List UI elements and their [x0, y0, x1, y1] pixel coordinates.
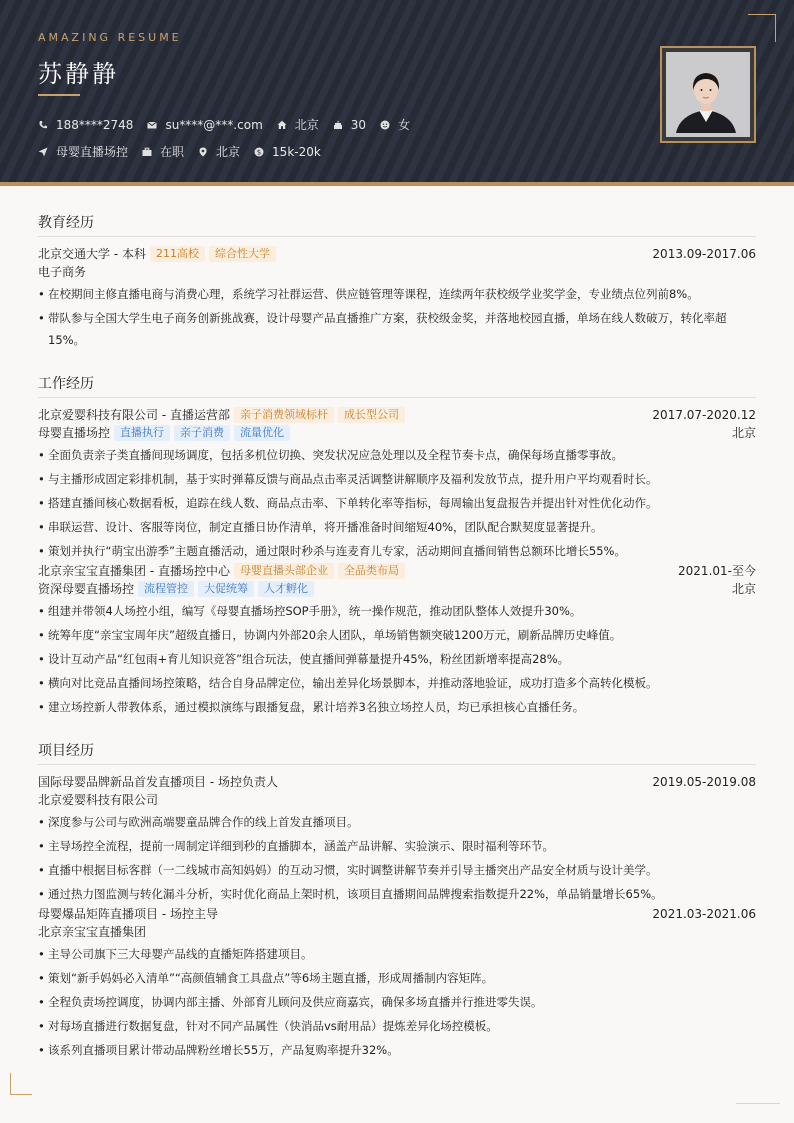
phone-item: [38, 118, 133, 132]
skill-tag: 流程管控: [138, 581, 194, 597]
work-location: 北京: [731, 426, 756, 440]
target-city-item: [198, 143, 240, 160]
section-title: 项目经历: [38, 740, 756, 765]
portrait-image: [666, 52, 746, 133]
project-entry: [38, 905, 756, 1061]
list-item: • 与主播形成固定彩排机制，基于实时弹幕反馈与商品点击率灵活调整讲解顺序及福利发放节点，提升用户平均观看时长。: [38, 468, 756, 490]
skill-tag: 流量优化: [234, 425, 290, 441]
school-name: 北京交通大学 - 本科: [38, 247, 146, 261]
salary-text: 15k-20k: [272, 144, 321, 159]
gender-item: [380, 116, 410, 133]
city-text: 北京: [294, 118, 319, 132]
position-row: [38, 580, 756, 598]
skill-tag: 亲子消费: [174, 425, 230, 441]
bullet-list: [38, 283, 756, 351]
user-icon: [380, 120, 390, 130]
money-icon: [254, 147, 264, 157]
contact-row: [38, 116, 424, 133]
major: 电子商务: [38, 265, 87, 279]
entry-header: [38, 905, 756, 923]
work-location: 北京: [731, 582, 756, 596]
company-name: 北京爱婴科技有限公司 - 直播运营部: [38, 408, 230, 422]
date-range: 2021.01-至今: [678, 564, 756, 578]
project-section: [38, 740, 756, 1061]
corner-decoration: [748, 14, 776, 42]
work-section: [38, 373, 756, 718]
bullet-list: [38, 444, 756, 562]
age-text: 30: [350, 117, 367, 132]
position-title: 资深母婴直播场控: [38, 582, 135, 596]
phone-text: 188****2748: [56, 117, 134, 132]
job-target-text: 母婴直播场控: [56, 145, 129, 159]
bullet-list: [38, 811, 756, 905]
company-name: 北京亲宝宝直播集团 - 直播场控中心: [38, 564, 230, 578]
candidate-name: 苏静静: [38, 60, 119, 88]
list-item: • 直播中根据目标客群（一二线城市高知妈妈）的互动习惯，实时调整讲解节奏并引导主播突出产品安全材质与设计美学。: [38, 859, 756, 881]
education-section: [38, 212, 756, 351]
email-item: [147, 118, 262, 132]
cake-icon: [333, 120, 343, 130]
date-range: 2013.09-2017.06: [652, 247, 756, 261]
send-icon: [38, 147, 48, 157]
list-item: • 统筹年度“亲宝宝周年庆”超级直播日，协调内外部20余人团队，单场销售额突破1200万元，刷新品牌历史峰值。: [38, 624, 756, 646]
city-item: [277, 116, 319, 133]
status-text: 在职: [160, 145, 185, 159]
age-item: [333, 118, 366, 132]
svg-text:$: $: [256, 148, 262, 157]
entry-header: [38, 245, 756, 263]
avatar: [666, 52, 750, 137]
work-entry: [38, 562, 756, 718]
profile-photo: [660, 46, 756, 143]
list-item: • 该系列直播项目累计带动品牌粉丝增长55万，产品复购率提升32%。: [38, 1039, 756, 1061]
home-icon: [277, 120, 287, 130]
resume-header: [0, 0, 794, 186]
list-item: • 横向对比竞品直播间场控策略，结合自身品牌定位，输出差异化场景脚本，并推动落地验证，成功打造多个高转化模板。: [38, 672, 756, 694]
list-item: • 主导场控全流程，提前一周制定详细到秒的直播脚本，涵盖产品讲解、实验演示、限时福利等环节。: [38, 835, 756, 857]
list-item: • 串联运营、设计、客服等岗位，制定直播日协作清单，将开播准备时间缩短40%，团队配合默契度显著提升。: [38, 516, 756, 538]
list-item: • 带队参与全国大学生电子商务创新挑战赛，设计母婴产品直播推广方案，获校级金奖，并落地校园直播，单场在线人数破万，转化率超15%。: [38, 307, 756, 351]
skill-tag: 人才孵化: [258, 581, 314, 597]
list-item: • 对每场直播进行数据复盘，针对不同产品属性（快消品vs耐用品）提炼差异化场控模板。: [38, 1015, 756, 1037]
section-title: 教育经历: [38, 212, 756, 237]
position-title: 母婴直播场控: [38, 426, 111, 440]
list-item: • 在校期间主修直播电商与消费心理，系统学习社群运营、供应链管理等课程，连续两年获校级学业奖学金，专业绩点位列前8%。: [38, 283, 756, 305]
date-range: 2017.07-2020.12: [652, 408, 756, 422]
entry-header: [38, 773, 756, 791]
gender-text: 女: [398, 118, 411, 132]
job-intention-row: [38, 143, 335, 160]
status-item: [142, 143, 184, 160]
position-row: [38, 424, 756, 442]
bullet-list: [38, 600, 756, 718]
date-range: 2021.03-2021.06: [652, 907, 756, 921]
company-tag: 成长型公司: [338, 407, 405, 423]
skill-tag: 大促统筹: [198, 581, 254, 597]
company-tag: 母婴直播头部企业: [234, 563, 334, 579]
target-city-text: 北京: [216, 145, 241, 159]
project-name: 国际母婴品牌新品首发直播项目 - 场控负责人: [38, 775, 278, 789]
work-entry: [38, 406, 756, 562]
education-entry: [38, 245, 756, 351]
email-text: su****@***.com: [165, 117, 263, 132]
skill-tag: 直播执行: [114, 425, 170, 441]
company-tag: 亲子消费领域标杆: [234, 407, 334, 423]
footer-line: [736, 1103, 780, 1104]
list-item: • 建立场控新人带教体系，通过模拟演练与跟播复盘，累计培养3名独立场控人员，均已承担核心直播任务。: [38, 696, 756, 718]
project-entry: [38, 773, 756, 905]
company-tag: 全品类布局: [338, 563, 405, 579]
bullet-list: [38, 943, 756, 1061]
list-item: • 全面负责亲子类直播间现场调度，包括多机位切换、突发状况应急处理以及全程节奏卡点，确保每场直播零事故。: [38, 444, 756, 466]
location-pin-icon: [198, 147, 208, 157]
mail-icon: [147, 120, 157, 130]
phone-icon: [38, 120, 48, 130]
list-item: • 全程负责场控调度，协调内部主播、外部育儿顾问及供应商嘉宾，确保多场直播并行推进零失误。: [38, 991, 756, 1013]
project-org: 北京爱婴科技有限公司: [38, 793, 159, 807]
school-tag: 综合性大学: [209, 246, 276, 262]
list-item: • 主导公司旗下三大母婴产品线的直播矩阵搭建项目。: [38, 943, 756, 965]
resume-body: [38, 212, 756, 1083]
entry-header: [38, 406, 756, 424]
resume-label: AMAZING RESUME: [38, 31, 182, 44]
section-title: 工作经历: [38, 373, 756, 398]
job-target-item: [38, 143, 128, 160]
project-org: 北京亲宝宝直播集团: [38, 925, 147, 939]
name-underline: [38, 94, 80, 96]
date-range: 2019.05-2019.08: [652, 775, 756, 789]
list-item: • 策划“新手妈妈必入清单”“高颜值辅食工具盘点”等6场主题直播，形成周播制内容矩阵。: [38, 967, 756, 989]
list-item: • 策划并执行“萌宝出游季”主题直播活动，通过限时秒杀与连麦育儿专家，活动期间直播间销售总额环比增长55%。: [38, 540, 756, 562]
list-item: • 搭建直播间核心数据看板，追踪在线人数、商品点击率、下单转化率等指标，每周输出复盘报告并提出针对性优化动作。: [38, 492, 756, 514]
project-name: 母婴爆品矩阵直播项目 - 场控主导: [38, 907, 218, 921]
list-item: • 深度参与公司与欧洲高端婴童品牌合作的线上首发直播项目。: [38, 811, 756, 833]
list-item: • 组建并带领4人场控小组，编写《母婴直播场控SOP手册》，统一操作规范，推动团队整体人效提升30%。: [38, 600, 756, 622]
school-tag: 211高校: [150, 246, 205, 262]
salary-item: [254, 145, 321, 159]
briefcase-icon: [142, 147, 152, 157]
corner-decoration: [10, 1073, 32, 1095]
entry-header: [38, 562, 756, 580]
list-item: • 通过热力图监测与转化漏斗分析，实时优化商品上架时机，该项目直播期间品牌搜索指数提升22%，单品销量增长65%。: [38, 883, 756, 905]
list-item: • 设计互动产品“红包雨+育儿知识竞答”组合玩法，使直播间弹幕量提升45%，粉丝团新增率提高28%。: [38, 648, 756, 670]
